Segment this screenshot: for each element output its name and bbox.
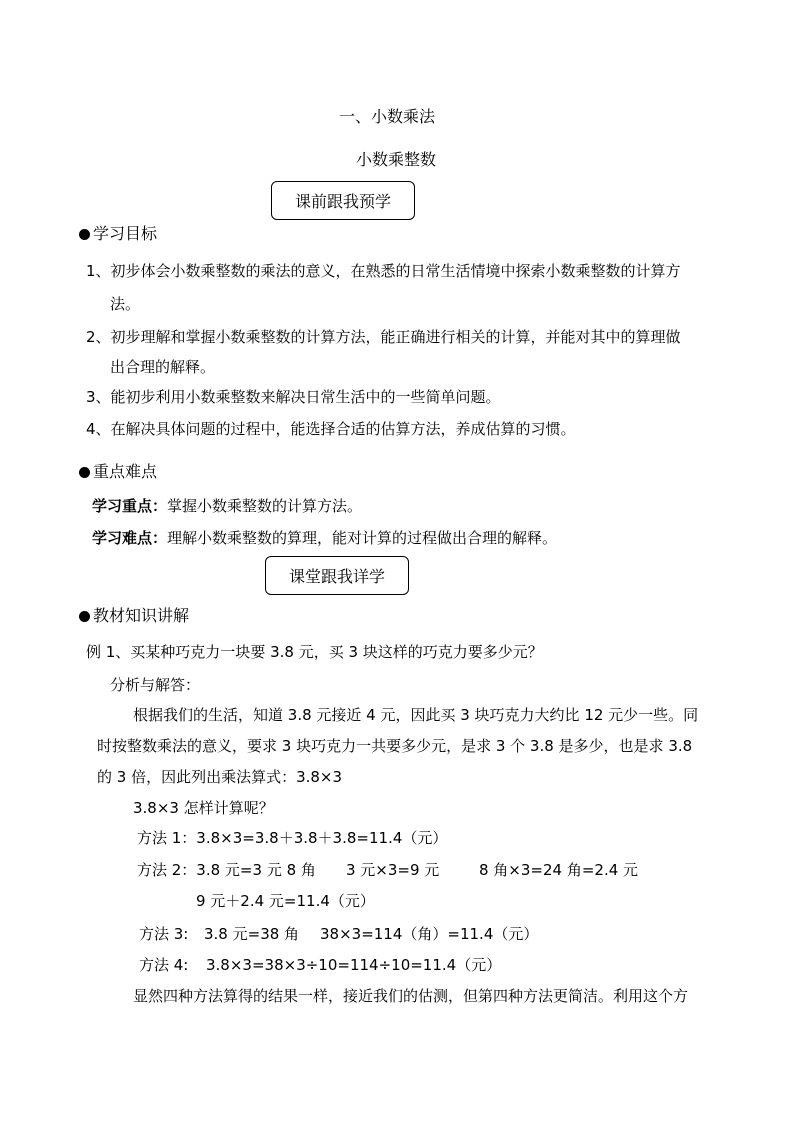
keypoints-heading: 重点难点 — [79, 462, 157, 482]
paragraph-line-2: 时按整数乘法的意义，要求 3 块巧克力一共要多少元，是求 3 个 3.8 是多少，也是求 3.8 — [97, 737, 693, 755]
class-study-box — [265, 556, 409, 595]
objective-item-3: 3、能初步利用小数乘整数来解决日常生活中的一些简单问题。 — [86, 388, 501, 406]
method-3-label: 方法 3: — [139, 925, 189, 943]
bullet-dot-icon — [79, 611, 90, 622]
difficulty-line — [92, 528, 557, 548]
method-3-step-b: 38×3=114（角）=11.4（元） — [320, 925, 539, 943]
objective-item-1: 1、初步体会小数乘整数的乘法的意义，在熟悉的日常生活情境中探索小数乘整数的计算方 — [86, 262, 681, 280]
example-1: 例 1、买某种巧克力一块要 3.8 元，买 3 块这样的巧克力要多少元？ — [86, 643, 543, 661]
bullet-dot-icon — [79, 229, 90, 240]
focus-line — [92, 496, 362, 516]
method-4-step: 3.8×3=38×3÷10=114÷10=11.4（元） — [206, 956, 502, 974]
lesson-title: 小数乘整数 — [356, 150, 437, 169]
method-1: 方法 1：3.8×3=3.8＋3.8＋3.8=11.4（元） — [137, 829, 448, 847]
paragraph-line-3: 的 3 倍，因此列出乘法算式：3.8×3 — [97, 768, 343, 786]
difficulty-text: 理解小数乘整数的算理，能对计算的过程做出合理的解释。 — [167, 529, 558, 547]
method-2-step-b: 3 元×3=9 元 — [346, 861, 440, 879]
question-line: 3.8×3 怎样计算呢？ — [133, 799, 274, 817]
method-2-step-d: 9 元＋2.4 元=11.4（元） — [196, 892, 375, 910]
method-2-step-a: 方法 2：3.8 元=3 元 8 角 — [137, 861, 316, 879]
objective-item-1-cont: 法。 — [110, 295, 141, 313]
objective-item-4: 4、在解决具体问题的过程中，能选择合适的估算方法，养成估算的习惯。 — [86, 420, 576, 438]
objectives-heading: 学习目标 — [79, 224, 157, 244]
pre-study-label: 课前跟我预学 — [294, 192, 391, 211]
bullet-dot-icon — [79, 467, 90, 478]
analysis-label: 分析与解答： — [110, 676, 201, 694]
method-3-step-a: 3.8 元=38 角 — [204, 925, 300, 943]
conclusion-line: 显然四种方法算得的结果一样，接近我们的估测，但第四种方法更简洁。利用这个方 — [133, 987, 689, 1005]
pre-study-box — [271, 181, 415, 220]
class-study-label: 课堂跟我详学 — [288, 567, 385, 586]
focus-label: 学习重点： — [92, 497, 168, 515]
objective-item-2: 2、初步理解和掌握小数乘整数的计算方法，能正确进行相关的计算，并能对其中的算理做 — [86, 328, 681, 346]
difficulty-label: 学习难点： — [92, 529, 168, 547]
knowledge-heading: 教材知识讲解 — [79, 606, 189, 626]
method-2-step-c: 8 角×3=24 角=2.4 元 — [479, 861, 639, 879]
paragraph-line-1: 根据我们的生活，知道 3.8 元接近 4 元，因此买 3 块巧克力大约比 12 元少一些。同 — [133, 706, 699, 724]
method-4-label: 方法 4: — [139, 956, 189, 974]
focus-text: 掌握小数乘整数的计算方法。 — [167, 497, 363, 515]
chapter-title: 一、小数乘法 — [339, 107, 436, 126]
objective-item-2-cont: 出合理的解释。 — [110, 358, 216, 376]
